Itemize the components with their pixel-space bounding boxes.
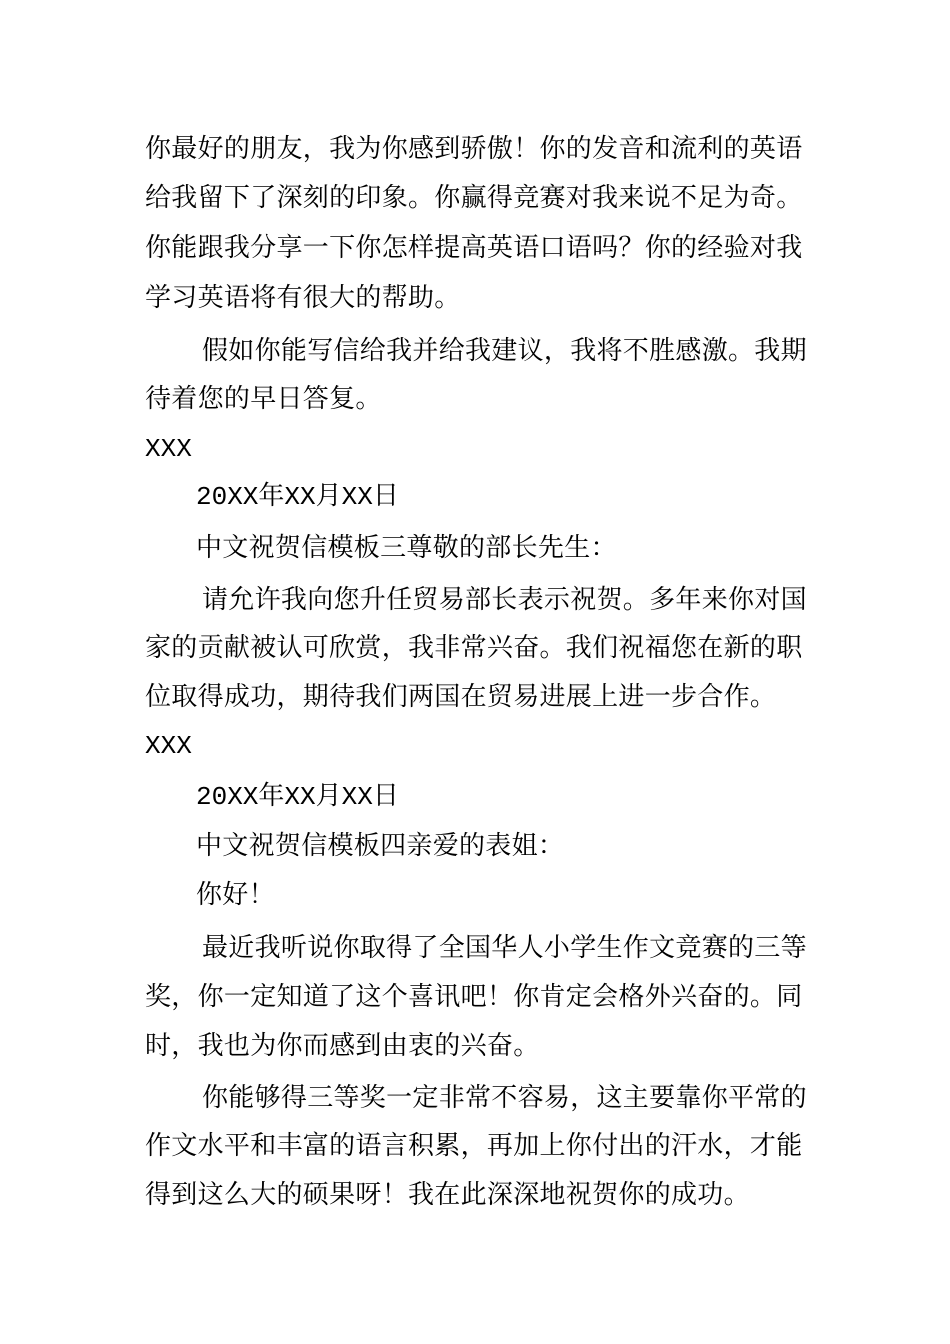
text-line: 你能跟我分享一下你怎样提高英语口语吗？你的经验对我 <box>145 233 803 263</box>
section-heading: 中文祝贺信模板三尊敬的部长先生： <box>196 533 617 563</box>
text-line: 家的贡献被认可欣赏，我非常兴奋。我们祝福您在新的职 <box>145 633 803 663</box>
text-line: 你最好的朋友，我为你感到骄傲！你的发音和流利的英语 <box>145 134 803 164</box>
section-heading: 中文祝贺信模板四亲爱的表姐： <box>196 831 565 861</box>
text-line: 奖，你一定知道了这个喜讯吧！你肯定会格外兴奋的。同 <box>145 982 803 1012</box>
text-line: 得到这么大的硕果呀！我在此深深地祝贺你的成功。 <box>145 1180 750 1210</box>
greeting-line: 你好！ <box>196 880 275 910</box>
paragraph-first-line: 最近我听说你取得了全国华人小学生作文竞赛的三等 <box>202 933 807 963</box>
signature: XXX <box>145 434 192 464</box>
date-line: 20XX年XX月XX日 <box>196 782 399 812</box>
text-line: 给我留下了深刻的印象。你赢得竞赛对我来说不足为奇。 <box>145 183 803 213</box>
signature: XXX <box>145 731 192 761</box>
text-line: 作文水平和丰富的语言积累，再加上你付出的汗水，才能 <box>145 1131 803 1161</box>
paragraph-first-line: 你能够得三等奖一定非常不容易，这主要靠你平常的 <box>202 1083 807 1113</box>
date-line: 20XX年XX月XX日 <box>196 482 399 512</box>
paragraph-first-line: 请允许我向您升任贸易部长表示祝贺。多年来你对国 <box>202 585 807 615</box>
paragraph-first-line: 假如你能写信给我并给我建议，我将不胜感激。我期 <box>202 336 807 366</box>
text-line: 学习英语将有很大的帮助。 <box>145 283 461 313</box>
text-line: 待着您的早日答复。 <box>145 384 382 414</box>
text-line: 位取得成功，期待我们两国在贸易进展上进一步合作。 <box>145 682 777 712</box>
text-line: 时，我也为你而感到由衷的兴奋。 <box>145 1031 540 1061</box>
